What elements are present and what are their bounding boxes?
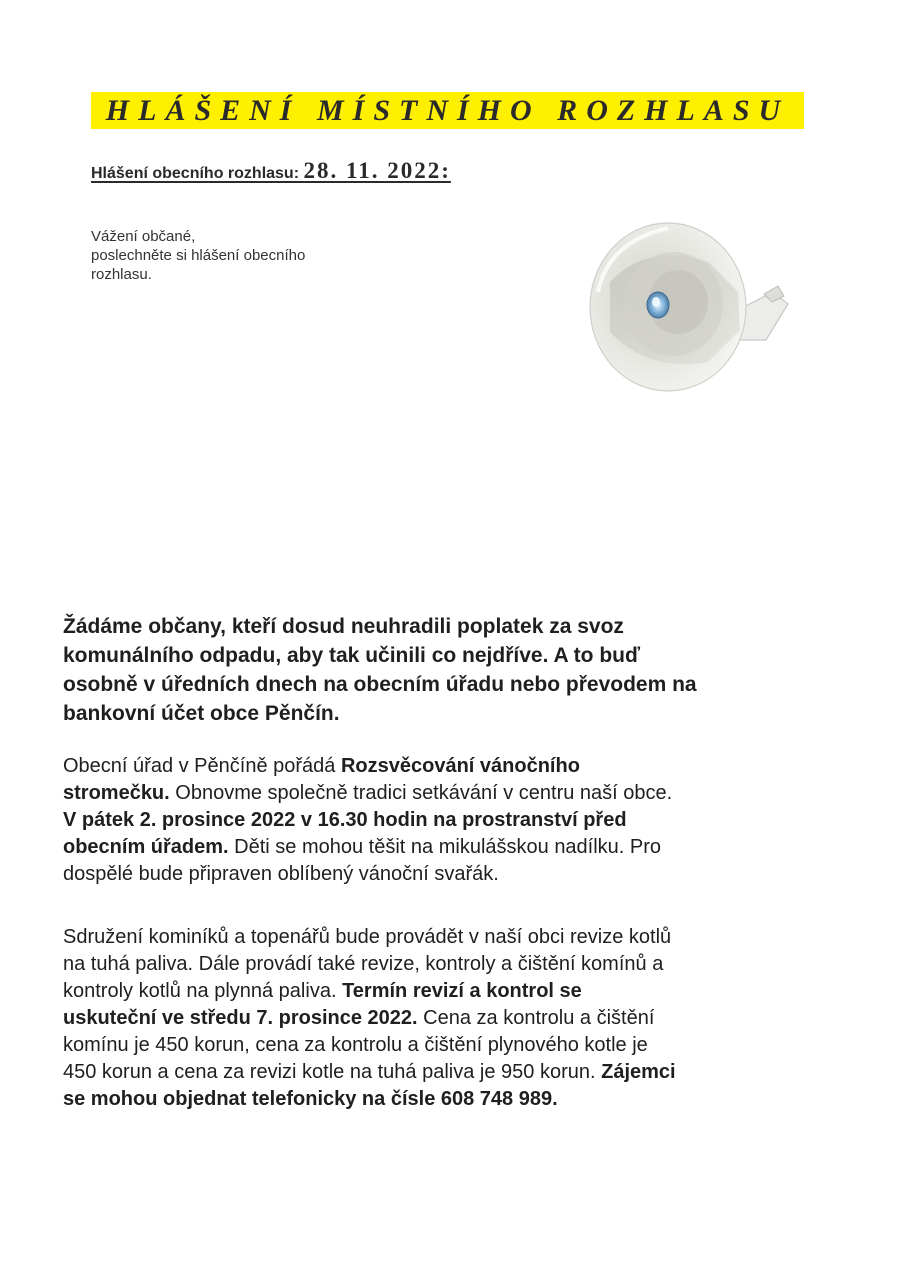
paragraph-line: se mohou objednat telefonicky na čísle 608 748 989. [63,1088,558,1110]
waste-fee-paragraph [63,612,853,728]
paragraph-line: Sdružení kominíků a topenářů bude provádět v naší obci revize kotlů [63,926,672,948]
paragraph-line: V pátek 2. prosince 2022 v 16.30 hodin na prostranství před [63,809,627,831]
paragraph-line: 450 korun a cena za revizi kotle na tuhá paliva je 950 korun. Zájemci [63,1061,676,1083]
greeting-line: poslechněte si hlášení obecního [91,247,306,264]
paragraph-line: bankovní účet obce Pěnčín. [63,702,340,725]
greeting-text [91,227,305,284]
page-title: HLÁŠENÍ MÍSTNÍHO ROZHLASU [105,94,790,127]
loudspeaker-icon [588,222,803,397]
greeting-line: Vážení občané, [91,228,196,245]
paragraph-line: uskuteční ve středu 7. prosince 2022. Cena za kontrolu a čištění [63,1007,655,1029]
chimney-inspection-paragraph [63,924,853,1113]
announcement-label: Hlášení obecního rozhlasu: [91,165,304,182]
paragraph-line: kontroly kotlů na plynná paliva. Termín revizí a kontrol se [63,980,582,1002]
paragraph-line: Žádáme občany, kteří dosud neuhradili poplatek za svoz [63,615,624,638]
paragraph-line: dospělé bude připraven oblíbený vánoční svařák. [63,863,499,885]
christmas-tree-paragraph [63,753,853,888]
paragraph-line: osobně v úředních dnech na obecním úřadu nebo převodem na [63,673,697,696]
paragraph-line: Obecní úřad v Pěnčíně pořádá Rozsvěcování vánočního [63,755,580,777]
announcement-date: 28. 11. 2022: [303,158,451,183]
greeting-line: rozhlasu. [91,266,152,283]
paragraph-line: obecním úřadem. Děti se mohou těšit na mikulášskou nadílku. Pro [63,836,662,858]
paragraph-line: na tuhá paliva. Dále provádí také revize, kontroly a čištění komínů a [63,953,664,975]
paragraph-line: komínu je 450 korun, cena za kontrolu a čištění plynového kotle je [63,1034,648,1056]
paragraph-line: stromečku. Obnovme společně tradici setkávání v centru naší obce. [63,782,673,804]
announcement-heading [91,158,451,184]
paragraph-line: komunálního odpadu, aby tak učinili co nejdříve. A to buď [63,644,641,667]
